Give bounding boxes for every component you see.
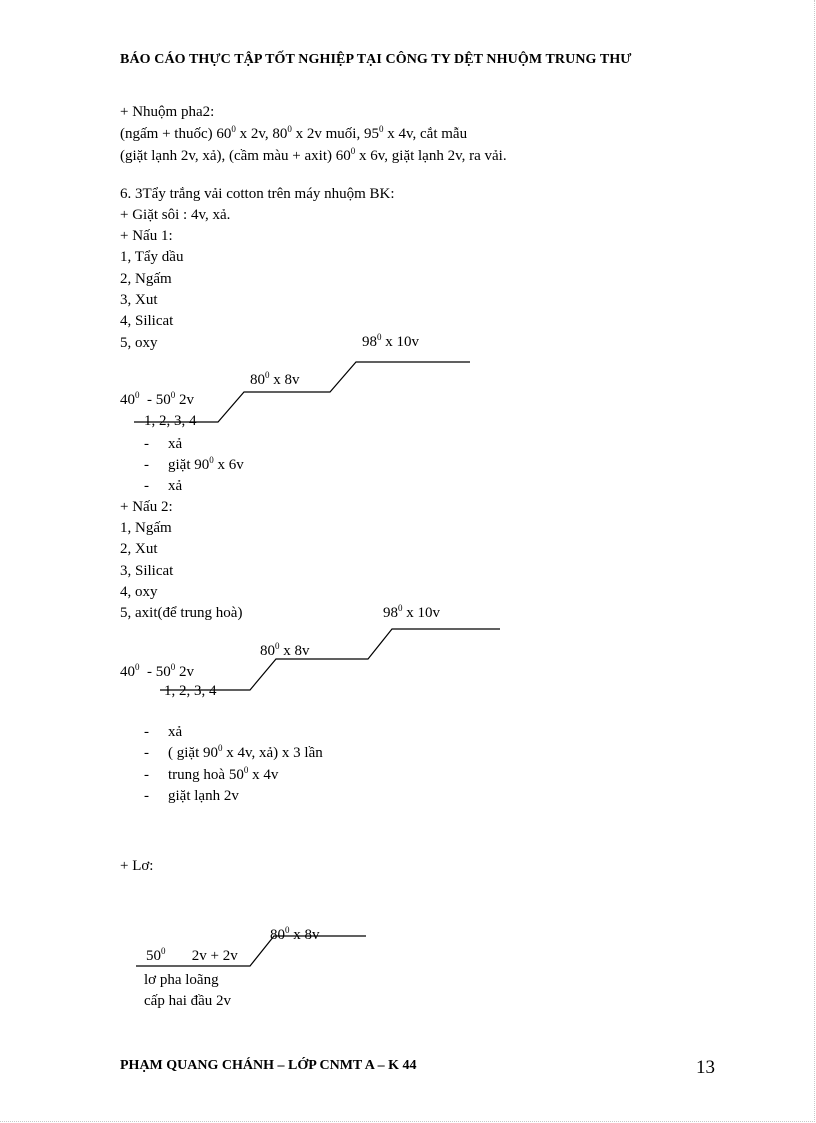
- dash: -: [144, 457, 149, 473]
- nau2-item: 3, Silicat: [120, 563, 174, 579]
- degree-sup: 0: [287, 124, 292, 134]
- lo-heading: + Lơ:: [120, 858, 154, 874]
- degree-sup: 0: [231, 124, 236, 134]
- text-run: 50: [146, 948, 161, 964]
- degree-sup: 0: [265, 370, 270, 380]
- text-run: giặt lạnh 2v: [168, 788, 239, 804]
- lo-note: lơ pha loãng: [144, 972, 219, 988]
- text-run: xả: [168, 436, 183, 452]
- dash: -: [144, 478, 149, 494]
- dash: -: [144, 745, 149, 761]
- text-run: (ngấm + thuốc) 60: [120, 126, 232, 142]
- text-run: x 4v, xả) x 3 lần: [222, 745, 323, 761]
- text-run: (giặt lạnh 2v, xả), (cầm màu + axit) 60: [120, 148, 351, 164]
- degree-sup: 0: [170, 390, 176, 400]
- nau1-item: 4, Silicat: [120, 313, 174, 329]
- text-run: x 10v: [402, 605, 440, 621]
- text-run: x 4v: [248, 767, 279, 783]
- text-run: x 10v: [381, 334, 419, 350]
- text-run: 40: [120, 392, 135, 408]
- degree-sup: 0: [398, 603, 403, 613]
- degree-sup: 0: [135, 390, 140, 400]
- page-number: 13: [696, 1057, 715, 1078]
- text-run: ( giặt 90: [168, 745, 218, 761]
- degree-sup: 0: [218, 743, 223, 753]
- nau1-item: 3, Xut: [120, 292, 158, 308]
- degree-sup: 0: [285, 925, 290, 935]
- nau1-item: 1, Tẩy dầu: [120, 249, 184, 265]
- text-run: - 50: [139, 664, 171, 680]
- degree-sup: 0: [243, 765, 249, 775]
- text-run: 80: [250, 372, 265, 388]
- nau2-chemicals-label: 1, 2, 3, 4: [164, 683, 217, 699]
- text-run: - 50: [139, 392, 171, 408]
- pha2-heading: + Nhuộm pha2:: [120, 104, 215, 120]
- degree-sup: 0: [135, 662, 140, 672]
- degree-sup: 0: [350, 146, 356, 156]
- text-run: trung hoà 50: [168, 767, 244, 783]
- degree-sup: 0: [275, 641, 280, 651]
- nau2-item: 5, axit(để trung hoà): [120, 605, 243, 621]
- degree-sup: 0: [170, 662, 176, 672]
- nau1-heading: + Nấu 1:: [120, 228, 173, 244]
- text-run: 80: [260, 643, 275, 659]
- text-run: 2v: [175, 392, 194, 408]
- nau2-heading: + Nấu 2:: [120, 499, 173, 515]
- degree-sup: 0: [161, 946, 166, 956]
- nau1-chemicals-label: 1, 2, 3, 4: [144, 413, 197, 429]
- text-run: xả: [168, 724, 183, 740]
- text-run: x 2v muối, 95: [291, 126, 379, 142]
- dash: -: [144, 724, 149, 740]
- dash: -: [144, 767, 149, 783]
- text-run: 80: [270, 927, 285, 943]
- text-run: 40: [120, 664, 135, 680]
- text-run: x 2v, 80: [235, 126, 288, 142]
- nau2-item: 4, oxy: [120, 584, 158, 600]
- text-run: 2v: [175, 664, 194, 680]
- degree-sup: 0: [377, 332, 382, 342]
- section-title: 6. 3Tẩy trắng vải cotton trên máy nhuộm BK:: [120, 186, 395, 202]
- text-run: x 6v, giặt lạnh 2v, ra vải.: [355, 148, 507, 164]
- text-run: x 8v: [269, 372, 300, 388]
- text-run: 98: [362, 334, 377, 350]
- lo-top-label: [270, 927, 320, 944]
- report-header-title: BÁO CÁO THỰC TẬP TỐT NGHIỆP TẠI CÔNG TY DỆT NHUỘM TRUNG THƯ: [120, 52, 632, 67]
- text-run: 2v + 2v: [165, 948, 238, 964]
- footer-author: PHẠM QUANG CHÁNH – LỚP CNMT A – K 44: [120, 1058, 417, 1073]
- dash: -: [144, 788, 149, 804]
- dash: -: [144, 436, 149, 452]
- lo-note: cấp hai đầu 2v: [144, 993, 232, 1009]
- nau1-item: 5, oxy: [120, 335, 158, 351]
- text-run: 98: [383, 605, 398, 621]
- text-run: x 8v: [279, 643, 310, 659]
- text-run: giặt 90: [168, 457, 210, 473]
- boil-wash-step: + Giặt sôi : 4v, xả.: [120, 207, 231, 223]
- degree-sup: 0: [209, 455, 214, 465]
- text-run: xả: [168, 478, 183, 494]
- lo-start-label: [146, 948, 238, 965]
- text-run: x 8v: [289, 927, 320, 943]
- nau1-item: 2, Ngấm: [120, 271, 172, 287]
- nau2-item: 1, Ngấm: [120, 520, 172, 536]
- nau2-item: 2, Xut: [120, 541, 158, 557]
- text-run: x 4v, cắt mẫu: [383, 126, 468, 142]
- degree-sup: 0: [378, 124, 384, 134]
- text-run: x 6v: [213, 457, 244, 473]
